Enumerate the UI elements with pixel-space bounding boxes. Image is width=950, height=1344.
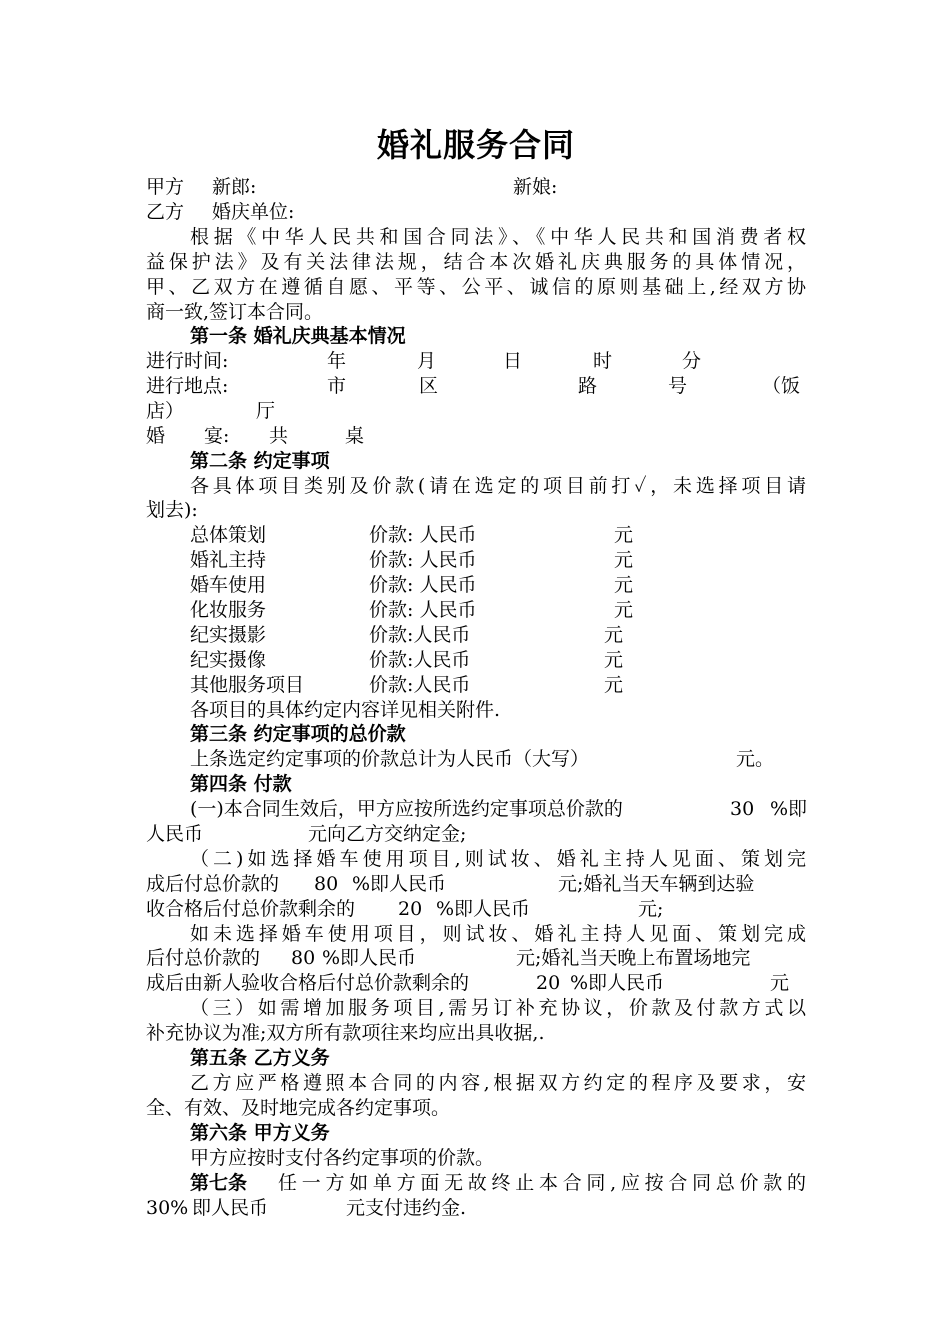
- currency-unit: 元: [604, 649, 624, 671]
- wedding-company-label: 婚庆单位:: [212, 201, 295, 223]
- district-unit: 区: [419, 375, 439, 397]
- service-price-label: 价款:人民币: [369, 674, 471, 696]
- service-name: 总体策划: [190, 524, 267, 546]
- payment-line: [146, 822, 806, 847]
- article-4-heading: 第四条 付款: [190, 773, 292, 795]
- currency-unit: 元: [614, 524, 634, 546]
- service-item-row: [146, 623, 806, 648]
- place-line-2: [146, 399, 806, 424]
- service-item-row: [146, 523, 806, 548]
- currency-unit: 元。: [736, 748, 775, 770]
- article-6-text: 甲方应按时支付各约定事项的价款。: [190, 1147, 495, 1169]
- time-line: [146, 349, 806, 374]
- penalty-percent: 30%: [146, 1197, 189, 1219]
- party-b-line: [146, 200, 806, 225]
- service-name: 纪实摄像: [190, 649, 267, 671]
- banquet-total: 共: [269, 425, 289, 447]
- party-b-label: 乙方: [146, 201, 185, 223]
- payment-line: [146, 797, 806, 822]
- banquet-label-colon: 宴:: [204, 425, 230, 447]
- place-line: [146, 374, 806, 399]
- time-label: 进行时间:: [146, 350, 229, 372]
- payment-percent: 80: [314, 873, 339, 895]
- place-label: 进行地点:: [146, 375, 229, 397]
- payment-text: %即人民币: [322, 947, 417, 969]
- article-7-heading: 第七条: [190, 1172, 248, 1194]
- currency-unit: 元: [614, 549, 634, 571]
- payment-text: 元;婚礼当天车辆到达验: [558, 873, 755, 895]
- service-price-label: 价款:人民币: [369, 649, 471, 671]
- payment-text: %即人民币: [570, 972, 665, 994]
- payment-text: 元;婚礼当天晚上布置场地完: [516, 947, 751, 969]
- service-name: 婚车使用: [190, 574, 267, 596]
- service-item-row: [146, 673, 806, 698]
- day-unit: 日: [503, 350, 523, 372]
- groom-label: 新郎:: [212, 176, 257, 198]
- payment-line: [146, 872, 806, 897]
- currency-unit: 元: [614, 574, 634, 596]
- party-a-line: [146, 175, 806, 200]
- article-1-heading: 第一条 婚礼庆典基本情况: [190, 325, 406, 347]
- payment-line: （二)如选择婚车使用项目,则试妆、婚礼主持人见面、策划完: [190, 848, 806, 870]
- minute-unit: 分: [682, 350, 702, 372]
- payment-text: %即人民币: [352, 873, 447, 895]
- payment-text: 成后付总价款的: [146, 873, 280, 895]
- year-unit: 年: [327, 350, 347, 372]
- payment-percent: 20: [536, 972, 561, 994]
- payment-line: [146, 971, 806, 996]
- hall-unit: 厅: [256, 400, 276, 422]
- payment-text: (一)本合同生效后，甲方应按所选约定事项总价款的: [190, 798, 623, 820]
- penalty-text: 元支付违约金.: [346, 1197, 467, 1219]
- preamble-line: 甲、乙双方在遵循自愿、平等、公平、诚信的原则基础上,经双方协: [146, 276, 806, 298]
- table-unit: 桌: [345, 425, 365, 447]
- number-unit: 号: [668, 375, 688, 397]
- article-2-intro: 各具体项目类别及价款(请在选定的项目前打✓，未选择项目请: [190, 475, 806, 497]
- preamble-line: 商一致,签订本合同。: [146, 301, 324, 323]
- article-2-note: 各项目的具体约定内容详见相关附件.: [190, 699, 501, 721]
- banquet-line: [146, 424, 806, 449]
- city-unit: 市: [327, 375, 347, 397]
- article-3-heading: 第三条 约定事项的总价款: [190, 723, 406, 745]
- article-2-heading: 第二条 约定事项: [190, 450, 330, 472]
- payment-percent: 80: [291, 947, 316, 969]
- article-3-text: 上条选定约定事项的价款总计为人民币（大写）: [190, 748, 590, 770]
- currency-unit: 元: [604, 674, 624, 696]
- hour-unit: 时: [593, 350, 613, 372]
- currency-unit: 元: [614, 599, 634, 621]
- payment-text: %即人民币: [436, 898, 531, 920]
- service-item-row: [146, 648, 806, 673]
- service-price-label: 价款: 人民币: [369, 524, 477, 546]
- payment-line: （三）如需增加服务项目,需另订补充协议，价款及付款方式以: [190, 997, 806, 1019]
- service-item-row: [146, 548, 806, 573]
- service-name: 化妆服务: [190, 599, 267, 621]
- article-3-line: [146, 747, 806, 772]
- hotel-unit: （饭: [762, 375, 801, 397]
- banquet-label: 婚: [146, 425, 166, 447]
- service-name: 婚礼主持: [190, 549, 267, 571]
- payment-text: 元;: [638, 898, 664, 920]
- article-2-intro: 划去):: [146, 499, 198, 521]
- service-name: 纪实摄影: [190, 624, 267, 646]
- service-item-row: [146, 598, 806, 623]
- article-7-line: [146, 1171, 806, 1196]
- month-unit: 月: [417, 350, 437, 372]
- service-item-row: [146, 573, 806, 598]
- payment-line: [146, 946, 806, 971]
- preamble-line: 益保护法》及有关法律法规，结合本次婚礼庆典服务的具体情况，: [146, 251, 806, 273]
- road-unit: 路: [578, 375, 598, 397]
- contract-page: [146, 0, 806, 1344]
- payment-text: 元: [770, 972, 790, 994]
- bride-label: 新娘:: [513, 176, 558, 198]
- hotel-unit-end: 店）: [146, 400, 185, 422]
- service-name: 其他服务项目: [190, 674, 305, 696]
- article-6-heading: 第六条 甲方义务: [190, 1122, 330, 1144]
- payment-text: 人民币: [146, 823, 204, 845]
- payment-text: 收合格后付总价款剩余的: [146, 898, 356, 920]
- service-price-label: 价款: 人民币: [369, 599, 477, 621]
- payment-line: [146, 897, 806, 922]
- payment-text: 后付总价款的: [146, 947, 261, 969]
- preamble-line: 根据《中华人民共和国合同法》、《中华人民共和国消费者权: [190, 226, 806, 248]
- payment-line: 补充协议为准;双方所有款项往来均应出具收据,.: [146, 1022, 545, 1044]
- service-price-label: 价款: 人民币: [369, 549, 477, 571]
- article-7-text: 任一方如单方面无故终止本合同,应按合同总价款的: [278, 1172, 806, 1194]
- article-7-line: [146, 1196, 806, 1221]
- currency-unit: 元: [604, 624, 624, 646]
- party-a-label: 甲方: [146, 176, 185, 198]
- payment-text: 元向乙方交纳定金;: [308, 823, 467, 845]
- service-price-label: 价款: 人民币: [369, 574, 477, 596]
- service-price-label: 价款:人民币: [369, 624, 471, 646]
- payment-line: 如未选择婚车使用项目，则试妆、婚礼主持人见面、策划完成: [190, 923, 806, 945]
- article-5-text: 全、有效、及时地完成各约定事项。: [146, 1097, 451, 1119]
- penalty-text: 即人民币: [192, 1197, 269, 1219]
- payment-text: 成后由新人验收合格后付总价款剩余的: [146, 972, 470, 994]
- article-5-heading: 第五条 乙方义务: [190, 1047, 330, 1069]
- percent-unit: %即: [770, 798, 808, 820]
- payment-percent: 20: [398, 898, 423, 920]
- deposit-percent: 30: [730, 798, 755, 820]
- article-5-text: 乙方应严格遵照本合同的内容,根据双方约定的程序及要求，安: [190, 1072, 806, 1094]
- page-title: 婚礼服务合同: [376, 126, 575, 164]
